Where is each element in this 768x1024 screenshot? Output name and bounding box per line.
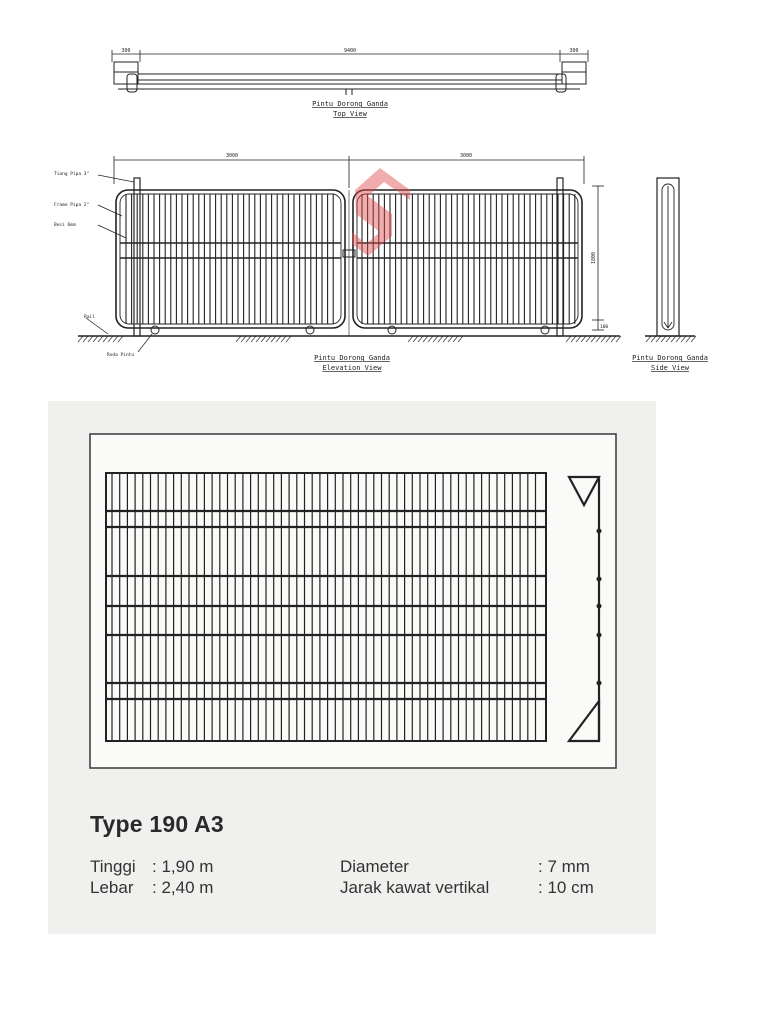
top-dim-total: 9400 [343, 48, 357, 54]
top-dim-right: 300 [569, 48, 579, 54]
hatch-stroke [83, 336, 88, 342]
hatch-stroke [261, 336, 266, 342]
bracket-fixing-point [597, 529, 602, 534]
hatch-stroke [236, 336, 241, 342]
hatch-stroke [241, 336, 246, 342]
elev-dim-height: 1800 [591, 251, 597, 265]
spec-jarak-label: Jarak kawat vertikal [340, 878, 490, 897]
side-caption-name: Pintu Dorong Ganda [632, 354, 708, 362]
hatch-stroke [453, 336, 458, 342]
hatch-stroke [458, 336, 463, 342]
hatch-stroke [286, 336, 291, 342]
top-view-caption-name: Pintu Dorong Ganda [312, 100, 388, 108]
hatch-stroke [666, 336, 671, 342]
bracket-fixing-point [597, 681, 602, 686]
hatch-stroke [681, 336, 686, 342]
spec-tinggi-label: Tinggi [90, 857, 136, 876]
hatch-stroke [98, 336, 103, 342]
bracket-fixing-point [597, 577, 602, 582]
hatch-stroke [616, 336, 621, 342]
hatch-stroke [438, 336, 443, 342]
hatch-stroke [408, 336, 413, 342]
hatch-stroke [691, 336, 696, 342]
hatch-stroke [448, 336, 453, 342]
hatch-stroke [591, 336, 596, 342]
elevation-caption-view: Elevation View [322, 364, 382, 372]
spec-jarak-value: : 10 cm [538, 878, 594, 897]
label-frame-pipa: Frame Pipa 2" [54, 203, 90, 208]
hatch-stroke [78, 336, 83, 342]
top-view-caption-view: Top View [333, 110, 367, 118]
side-view [645, 178, 695, 336]
hatch-stroke [276, 336, 281, 342]
hatch-stroke [418, 336, 423, 342]
ground-hatch [78, 336, 621, 342]
elevation-right-leaf-bars [362, 194, 575, 324]
panel-type-title: Type 190 A3 [90, 811, 224, 837]
side-caption-view: Side View [651, 364, 689, 372]
hatch-stroke [686, 336, 691, 342]
hatch-stroke [576, 336, 581, 342]
hatch-stroke [266, 336, 271, 342]
hatch-stroke [581, 336, 586, 342]
hatch-stroke [676, 336, 681, 342]
hatch-stroke [251, 336, 256, 342]
hatch-stroke [88, 336, 93, 342]
hatch-stroke [256, 336, 261, 342]
hatch-stroke [428, 336, 433, 342]
label-tiang-pipa: Tiang Pipa 3" [54, 172, 90, 177]
hatch-stroke [601, 336, 606, 342]
hatch-stroke [271, 336, 276, 342]
gate-technical-drawing [0, 0, 768, 390]
hatch-stroke [93, 336, 98, 342]
hatch-stroke [413, 336, 418, 342]
bracket-fixing-point [597, 604, 602, 609]
label-besi: Besi 6mm [54, 223, 76, 228]
hatch-stroke [108, 336, 113, 342]
hatch-stroke [423, 336, 428, 342]
top-view [112, 50, 588, 95]
label-rail: Rail [84, 315, 95, 320]
elevation-left-leaf-bars [126, 194, 333, 324]
hatch-stroke [586, 336, 591, 342]
mesh-panel-drawing [48, 401, 656, 801]
hatch-stroke [103, 336, 108, 342]
hatch-stroke [646, 336, 651, 342]
hatch-stroke [246, 336, 251, 342]
hatch-stroke [656, 336, 661, 342]
hatch-stroke [566, 336, 571, 342]
panel-spec-section [48, 401, 656, 934]
top-dim-left: 300 [121, 48, 131, 54]
elevation-caption-name: Pintu Dorong Ganda [314, 354, 390, 362]
hatch-stroke [611, 336, 616, 342]
hatch-stroke [281, 336, 286, 342]
spec-tinggi-value: : 1,90 m [152, 857, 214, 876]
spec-diameter-value: : 7 mm [538, 857, 590, 876]
elev-dim-left-leaf: 3000 [225, 153, 239, 159]
elev-dim-bottom: 100 [600, 325, 609, 330]
hatch-stroke [571, 336, 576, 342]
hatch-stroke [671, 336, 676, 342]
hatch-stroke [596, 336, 601, 342]
spec-diameter-label: Diameter [340, 857, 409, 876]
label-roda-pintu: Roda Pintu [107, 353, 135, 358]
spec-lebar-label: Lebar [90, 878, 134, 897]
hatch-stroke [443, 336, 448, 342]
hatch-stroke [651, 336, 656, 342]
side-ground-hatch [646, 336, 696, 342]
spec-lebar-value: : 2,40 m [152, 878, 214, 897]
hatch-stroke [606, 336, 611, 342]
hatch-stroke [113, 336, 118, 342]
bracket-fixing-point [597, 633, 602, 638]
hatch-stroke [118, 336, 123, 342]
hatch-stroke [433, 336, 438, 342]
elev-dim-right-leaf: 3000 [459, 153, 473, 159]
hatch-stroke [661, 336, 666, 342]
